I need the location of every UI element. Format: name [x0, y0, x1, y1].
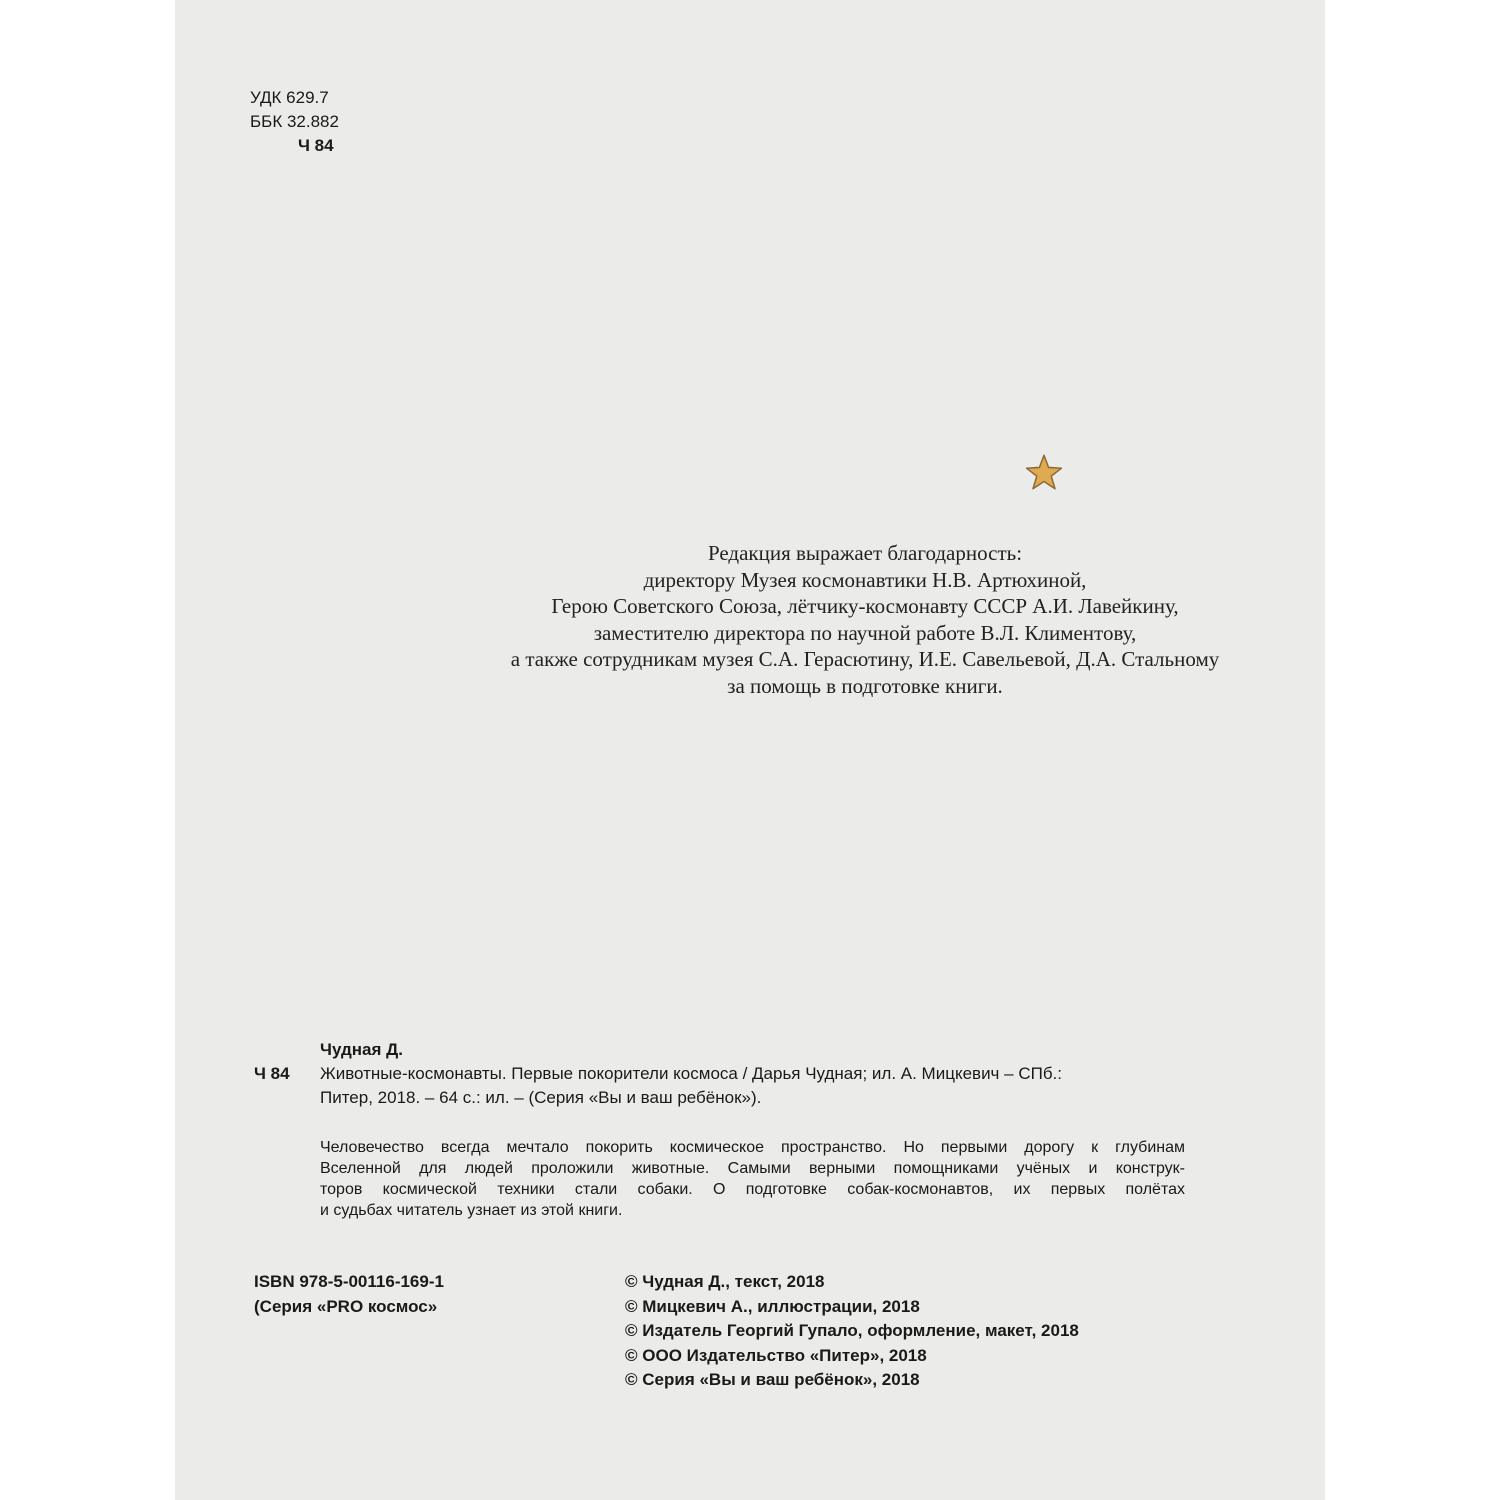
- annotation-line: торов космической техники стали собаки. О подготовке собак-космонавтов, их первых полётах: [320, 1181, 1185, 1198]
- star-shape: [1027, 455, 1062, 488]
- acknowledgement-block: [330, 540, 1400, 699]
- udk-code: УДК 629.7: [250, 88, 329, 107]
- catalog-author: Чудная Д.: [320, 1040, 403, 1059]
- ack-line: заместителю директора по научной работе В.Л. Климентову,: [593, 620, 1137, 645]
- annotation-paragraph: [320, 1137, 1185, 1221]
- star-icon: [1025, 453, 1063, 491]
- author-mark: Ч 84: [298, 136, 334, 155]
- ack-line: Редакция выражает благодарность:: [707, 541, 1023, 565]
- annotation-line: Человечество всегда мечтало покорить космическое пространство. Но первыми дорогу к глубинам: [320, 1139, 1185, 1156]
- ack-line: директору Музея космонавтики Н.В. Артюхиной,: [643, 567, 1087, 592]
- copyright-line: © Чудная Д., текст, 2018: [625, 1272, 825, 1291]
- isbn-series: (Серия «PRO космос»: [254, 1296, 438, 1316]
- copyright-list: [625, 1270, 1079, 1393]
- ack-line: Герою Советского Союза, лётчику-космонавту СССР А.И. Лавейкину,: [551, 594, 1179, 618]
- isbn-block: [254, 1270, 444, 1319]
- catalog-code: Ч 84: [254, 1064, 290, 1083]
- annotation-line: Вселенной для людей проложили животные. Самыми верными помощниками учёных и конструк-: [320, 1160, 1185, 1177]
- copyright-line: © Серия «Вы и ваш ребёнок», 2018: [625, 1370, 920, 1389]
- catalog-description: [320, 1062, 1062, 1110]
- classification-codes: [250, 86, 339, 158]
- copyright-line: © Мицкевич А., иллюстрации, 2018: [625, 1296, 920, 1316]
- copyright-line: © Издатель Георгий Гупало, оформление, макет, 2018: [625, 1321, 1079, 1340]
- annotation-line: и судьбах читатель узнает из этой книги.: [320, 1202, 623, 1219]
- ack-line: а также сотрудникам музея С.А. Герасютину, И.Е. Савельевой, Д.А. Стальному: [510, 647, 1220, 671]
- bbk-code: ББК 32.882: [250, 112, 339, 131]
- isbn-number: ISBN 978-5-00116-169-1: [254, 1272, 444, 1291]
- copyright-line: © ООО Издательство «Питер», 2018: [625, 1345, 927, 1365]
- catalog-description-line: Питер, 2018. – 64 с.: ил. – (Серия «Вы и ваш ребёнок»).: [320, 1088, 762, 1107]
- catalog-description-line: Животные-космонавты. Первые покорители космоса / Дарья Чудная; ил. А. Мицкевич – СПб.:: [320, 1064, 1062, 1083]
- ack-line: за помощь в подготовке книги.: [727, 673, 1003, 698]
